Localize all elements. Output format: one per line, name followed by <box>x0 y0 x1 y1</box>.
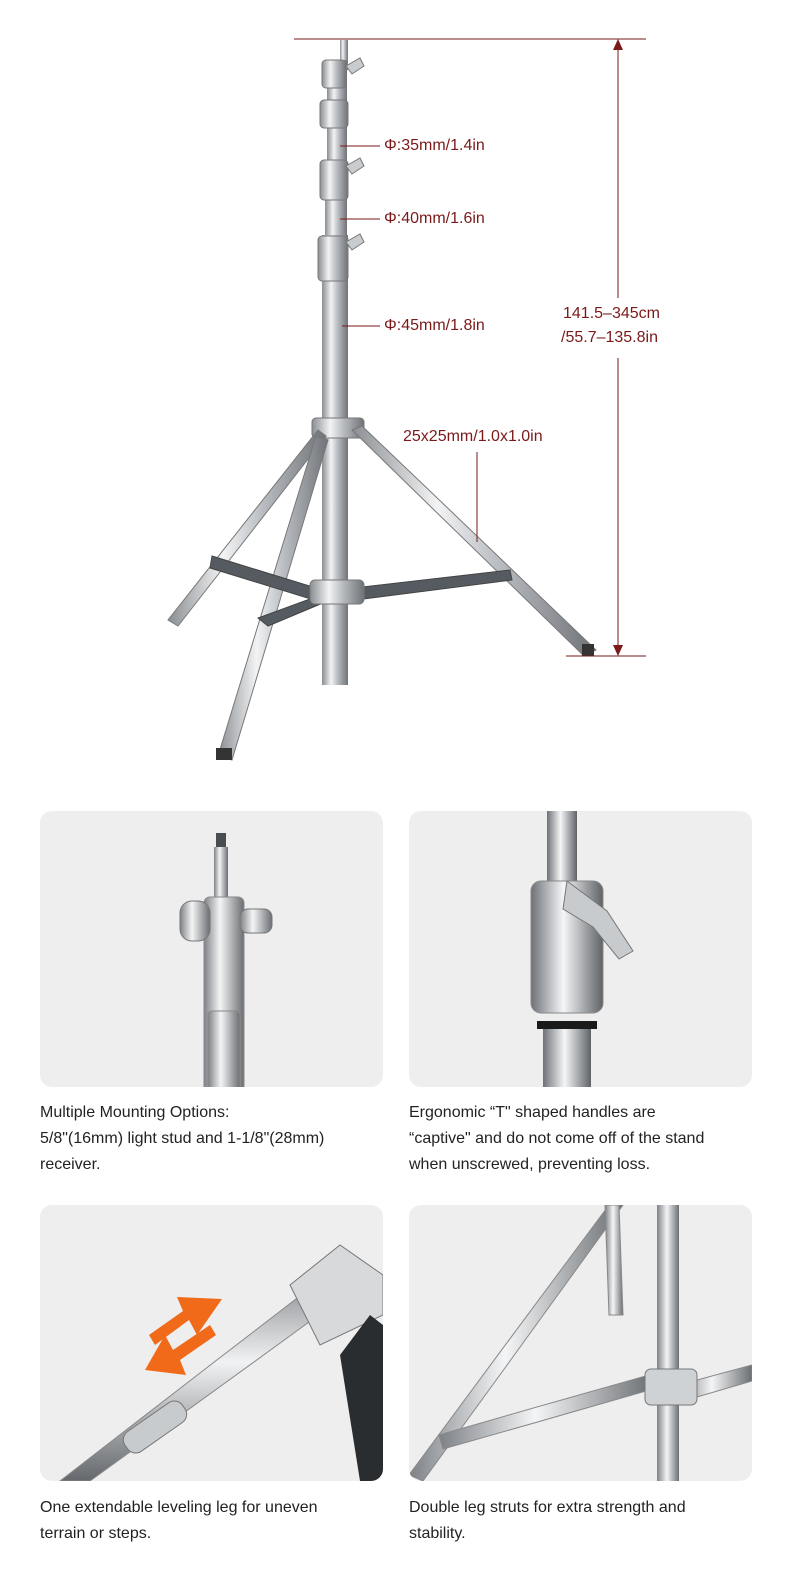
height-range-label-in: /55.7–135.8in <box>561 329 658 346</box>
feature-caption-mounting: Multiple Mounting Options: 5/8"(16mm) light stud and 1-1/8"(28mm) receiver. <box>40 1104 325 1173</box>
t-handle-photo <box>409 811 752 1087</box>
height-range-label-cm: 141.5–345cm <box>563 305 660 322</box>
feature-caption-leveling-leg: One extendable leveling leg for uneven terrain or steps. <box>40 1499 318 1542</box>
feature-image-double-struts <box>409 1205 752 1481</box>
mounting-stud-photo <box>40 811 383 1087</box>
light-stand-illustration <box>0 0 800 790</box>
tube-diameter-top-label: Φ:35mm/1.4in <box>384 137 485 154</box>
feature-caption-t-handle: Ergonomic “T" shaped handles are “captive" and do not come off of the stand when unscrewed, preventing loss. <box>409 1104 705 1173</box>
feature-image-mounting <box>40 811 383 1087</box>
feature-image-leveling-leg <box>40 1205 383 1481</box>
hero-product-image <box>0 0 800 790</box>
double-arrow-icon <box>40 1205 383 1481</box>
double-struts-photo <box>409 1205 752 1481</box>
tube-diameter-mid-label: Φ:40mm/1.6in <box>384 210 485 227</box>
tube-diameter-bottom-label: Φ:45mm/1.8in <box>384 317 485 334</box>
leg-size-label: 25x25mm/1.0x1.0in <box>403 428 543 445</box>
feature-image-t-handle <box>409 811 752 1087</box>
feature-caption-double-struts: Double leg struts for extra strength and stability. <box>409 1499 686 1542</box>
